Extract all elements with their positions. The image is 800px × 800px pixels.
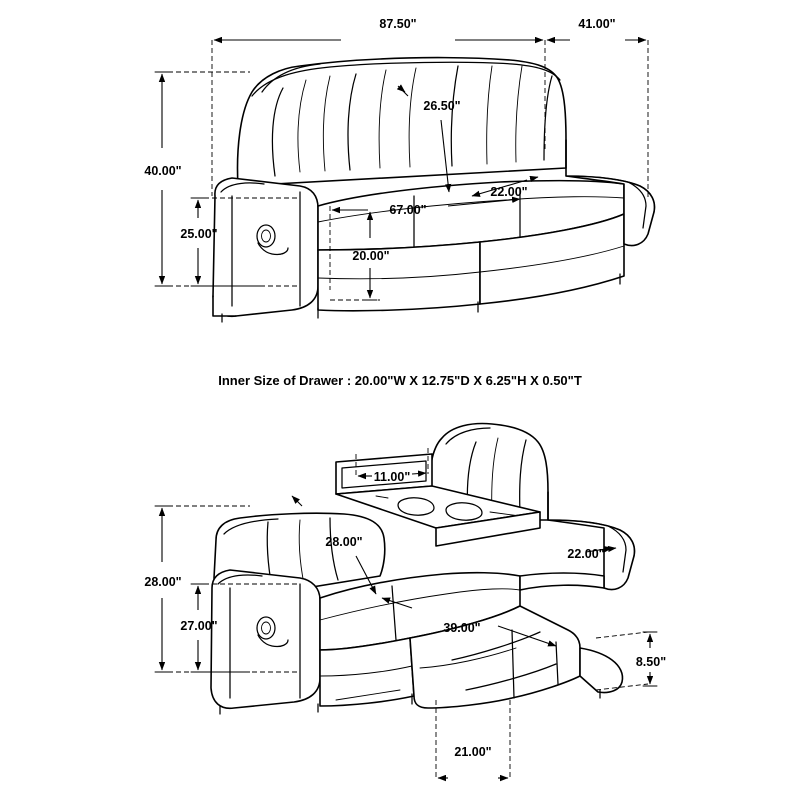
dim-seat-width: 67.00" <box>389 203 427 217</box>
dim-seat-depth: 22.00" <box>490 185 528 199</box>
upright-sofa-illustration <box>213 58 654 322</box>
dim-overall-height: 40.00" <box>144 164 182 178</box>
dim-reclined-seat-depth: 39.00" <box>443 621 481 635</box>
dim-overall-width: 87.50" <box>379 17 417 31</box>
dim-reclined-seat-back: 28.00" <box>325 535 363 549</box>
dim-reclined-back-height: 28.00" <box>144 575 182 589</box>
dim-reclined-arm-height: 27.00" <box>180 619 218 633</box>
dim-seat-height: 20.00" <box>352 249 390 263</box>
dim-arm-depth: 41.00" <box>578 17 616 31</box>
dim-back-cushion-height: 26.50" <box>423 99 461 113</box>
dim-reclined-overall-depth: 21.00" <box>454 745 492 759</box>
dim-reclined-arm-depth: 22.00" <box>567 547 605 561</box>
reclined-sofa-illustration <box>211 424 634 714</box>
dim-table-width: 11.00" <box>373 470 411 484</box>
dim-arm-height: 25.00" <box>180 227 218 241</box>
dim-footrest-height: 8.50" <box>635 655 667 669</box>
drawer-inner-size-note: Inner Size of Drawer : 20.00"W X 12.75"D X 6.25"H X 0.50"T <box>218 373 582 388</box>
